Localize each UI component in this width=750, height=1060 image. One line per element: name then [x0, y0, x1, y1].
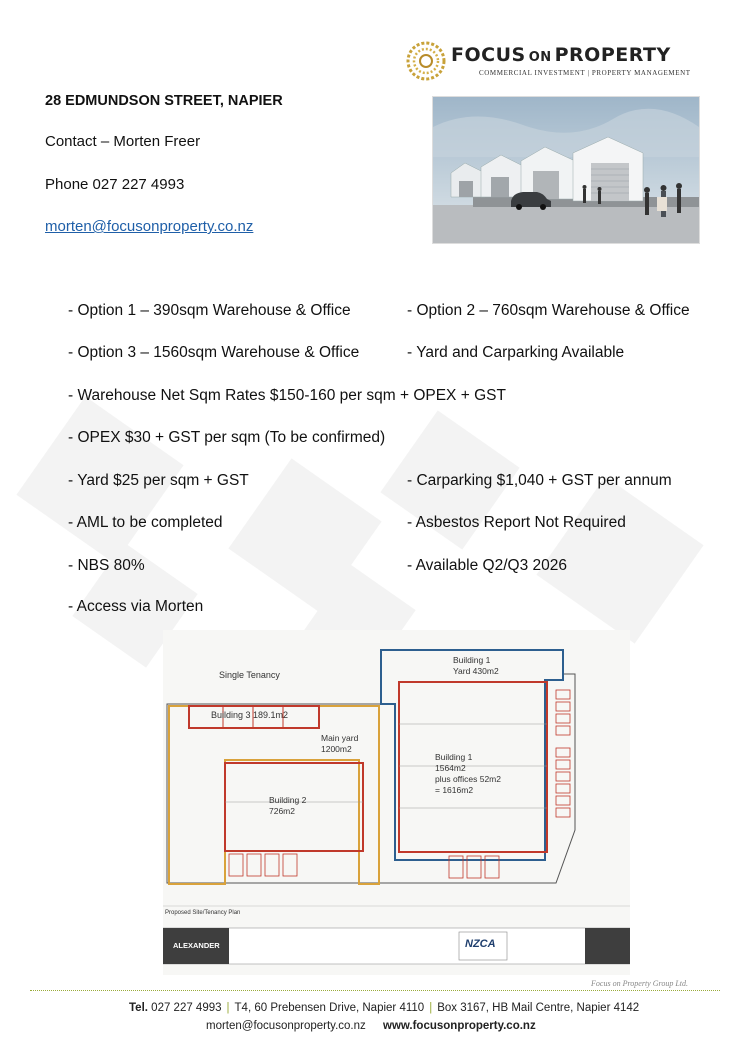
option-2-text: - Option 2 – 760sqm Warehouse & Office	[407, 302, 690, 319]
footer-address-line: Tel. 027 227 4993 | T4, 60 Prebensen Drive, Napier 4110 | Box 3167, HB Mail Centre, Napier 4142	[129, 1002, 640, 1014]
footer-postal-address: Box 3167, HB Mail Centre, Napier 4142	[437, 1002, 640, 1014]
plan-label-single-tenancy: Single Tenancy	[219, 670, 280, 680]
contact-email-link[interactable]: morten@focusonproperty.co.nz	[45, 218, 254, 235]
contact-phone: Phone 027 227 4993	[45, 176, 185, 193]
footer-street-address: T4, 60 Prebensen Drive, Napier 4110	[234, 1002, 425, 1014]
footer-divider	[30, 990, 720, 991]
plan-brand: ALEXANDER	[173, 941, 220, 950]
plan-label-b1-yard: Building 1 Yard 430m2	[453, 655, 499, 676]
carparking-rate-text: - Carparking $1,040 + GST per annum	[407, 472, 672, 489]
logo-tagline: COMMERCIAL INVESTMENT | PROPERTY MANAGEMENT	[479, 69, 691, 77]
access-text: - Access via Morten	[68, 598, 204, 615]
footer-phone: 027 227 4993	[151, 1002, 222, 1014]
site-plan	[163, 630, 630, 975]
opex-text: - OPEX $30 + GST per sqm (To be confirmed)	[68, 429, 386, 446]
footer-company-note: Focus on Property Group Ltd.	[591, 979, 688, 988]
yard-rate-text: - Yard $25 per sqm + GST	[68, 472, 249, 489]
plan-nzca-logo: NZCA	[465, 938, 496, 950]
plan-caption: Proposed Site/Tenancy Plan	[165, 910, 241, 916]
property-title: 28 EDMUNDSON STREET, NAPIER	[45, 93, 283, 109]
yard-carparking-text: - Yard and Carparking Available	[407, 344, 625, 361]
option-3-text: - Option 3 – 1560sqm Warehouse & Office	[68, 344, 360, 361]
company-logo	[405, 38, 695, 84]
footer-website-link[interactable]: www.focusonproperty.co.nz	[383, 1020, 536, 1032]
plan-label-building-2: Building 2 726m2	[269, 795, 307, 816]
building-photo	[432, 96, 700, 244]
plan-label-building-1: Building 1 1564m2 plus offices 52m2 = 1616m2	[435, 752, 501, 795]
availability-text: - Available Q2/Q3 2026	[407, 557, 567, 574]
nbs-text: - NBS 80%	[68, 557, 145, 574]
plan-label-main-yard: Main yard 1200m2	[321, 733, 359, 754]
logo-icon	[405, 40, 447, 82]
aml-text: - AML to be completed	[68, 514, 223, 531]
contact-name: Contact – Morten Freer	[45, 133, 201, 150]
plan-label-building-3: Building 3 189.1m2	[211, 710, 289, 720]
option-1-text: - Option 1 – 390sqm Warehouse & Office	[68, 302, 351, 319]
rates-text: - Warehouse Net Sqm Rates $150-160 per sqm + OPEX + GST	[68, 387, 506, 404]
logo-name: FOCUS ON PROPERTY	[451, 44, 671, 66]
footer-email[interactable]: morten@focusonproperty.co.nz	[206, 1020, 366, 1032]
asbestos-text: - Asbestos Report Not Required	[407, 514, 626, 531]
